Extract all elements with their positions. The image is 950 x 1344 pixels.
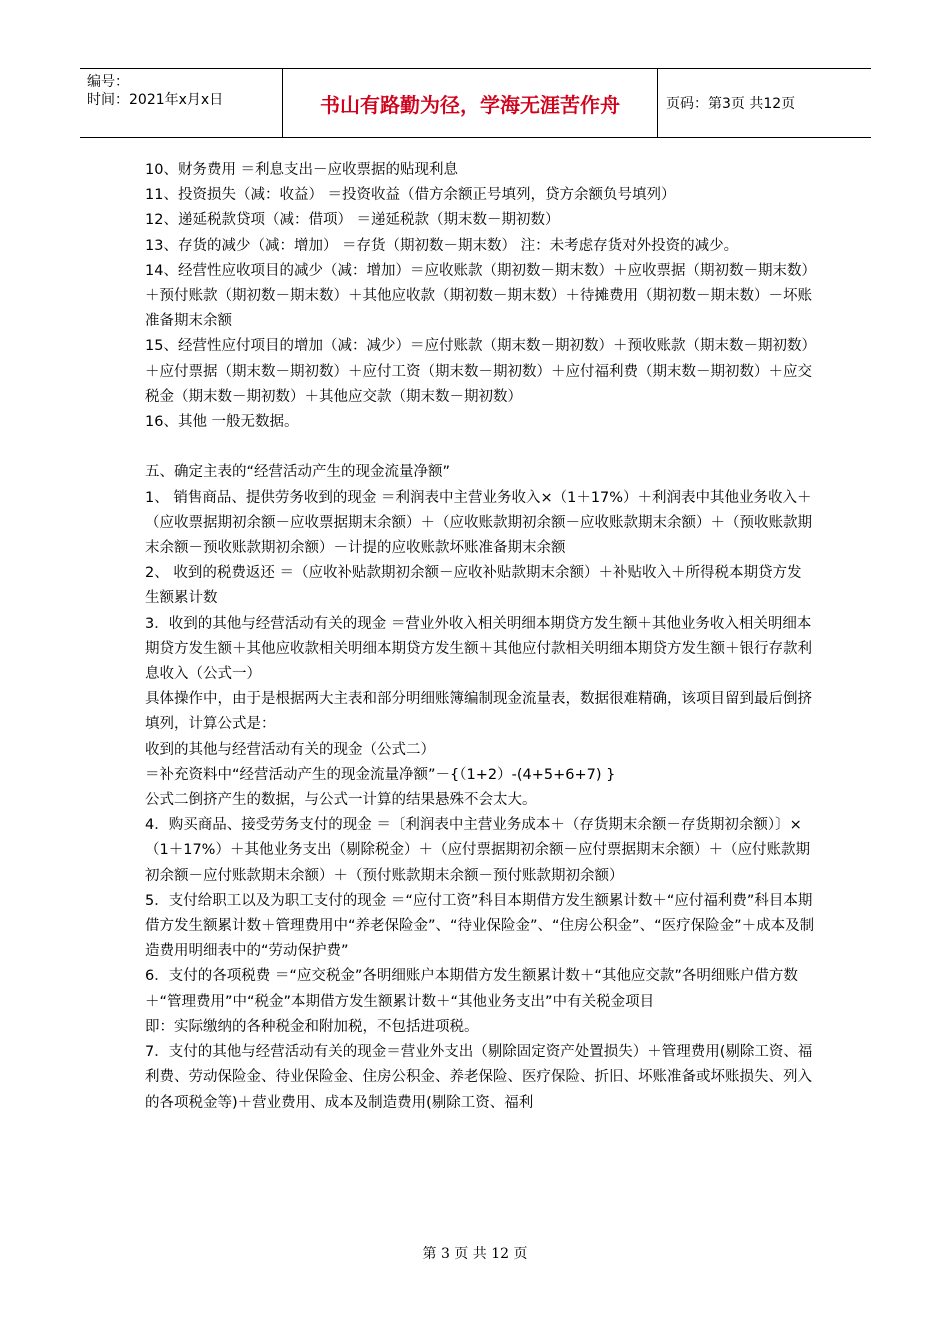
- header-page-info: 页码：第3页 共12页: [666, 96, 796, 112]
- paragraph: 3．收到的其他与经营活动有关的现金 ＝营业外收入相关明细本期贷方发生额＋其他业务收入相关明细本期贷方发生额＋其他应收款相关明细本期贷方发生额＋其他应付款相关明细本期贷方发生额＋银行存款利息收入（公式一）: [145, 615, 812, 683]
- header-left-cell: [80, 69, 283, 137]
- paragraph: 16、其他 一般无数据。: [145, 414, 299, 431]
- paragraph: 10、财务费用 ＝利息支出－应收票据的贴现利息: [145, 162, 459, 178]
- paragraph: 12、递延税款贷项（减：借项） ＝递延税款（期末数－期初数）: [145, 212, 560, 229]
- paragraph: 收到的其他与经营活动有关的现金（公式二）: [145, 741, 435, 758]
- paragraph: 14、经营性应收项目的减少（减：增加）＝应收账款（期初数－期末数）＋应收票据（期初数－期末数）＋预付账款（期初数－期末数）＋其他应收款（期初数－期末数）＋待摊费用（期初数－期末数）－坏账准备期末余额: [145, 262, 812, 330]
- paragraph: 五、确定主表的“经营活动产生的现金流量净额”: [145, 464, 451, 481]
- header-motto: 书山有路勤为径，学海无涯苦作舟: [283, 69, 658, 137]
- paragraph: 公式二倒挤产生的数据，与公式一计算的结果悬殊不会太大。: [145, 792, 537, 809]
- document-date-label: 时间：2021年x月x日: [87, 92, 224, 108]
- paragraph: 15、经营性应付项目的增加（减：减少）＝应付账款（期末数－期初数）＋预收账款（期末数－期初数）＋应付票据（期末数－期初数）＋应付工资（期末数－期初数）＋应付福利费（期末数－期初数）＋应交税金（期末数－期初数）＋其他应交款（期末数－期初数）: [145, 338, 812, 405]
- paragraph: 2、 收到的税费返还 ＝（应收补贴款期初余额－应收补贴款期末余额）＋补贴收入＋所得税本期贷方发生额累计数: [145, 565, 802, 607]
- document-number-label: 编号：: [87, 74, 129, 90]
- paragraph: 13、存货的减少（减：增加） ＝存货（期初数－期末数） 注：未考虑存货对外投资的减少。: [145, 237, 739, 254]
- paragraph: 6．支付的各项税费 ＝“应交税金”各明细账户本期借方发生额累计数＋“其他应交款”各明细账户借方数＋“管理费用”中“税金”本期借方发生额累计数＋“其他业务支出”中有关税金项目: [145, 968, 798, 1010]
- page-header: [80, 68, 871, 138]
- paragraph: 1、 销售商品、提供劳务收到的现金 ＝利润表中主营业务收入×（1＋17%）＋利润表中其他业务收入＋（应收票据期初余额－应收票据期末余额）＋（应收账款期初余额－应收账款期末余额）＋（预收账款期末余额－预收账款期初余额）－计提的应收账款坏账准备期末余额: [145, 489, 812, 557]
- blank-line: [145, 435, 815, 460]
- paragraph: 11、投资损失（减：收益） ＝投资收益（借方余额正号填列，贷方余额负号填列）: [145, 187, 676, 204]
- paragraph: ＝补充资料中“经营活动产生的现金流量净额”－{（1+2）-(4+5+6+7) }: [145, 766, 616, 783]
- paragraph: 即：实际缴纳的各种税金和附加税，不包括进项税。: [145, 1018, 479, 1035]
- page-footer: 第 3 页 共 12 页: [422, 1246, 528, 1262]
- paragraph: 4．购买商品、接受劳务支付的现金 ＝〔利润表中主营业务成本＋（存货期末余额－存货期初余额）〕×（1＋17%）＋其他业务支出（剔除税金）＋（应付票据期初余额－应付票据期末余额）＋（应付账款期初余额－应付账款期末余额）＋（预付账款期末余额－预付账款期初余额）: [145, 817, 810, 884]
- document-body: [145, 158, 815, 1116]
- paragraph: 具体操作中，由于是根据两大主表和部分明细账簿编制现金流量表，数据很难精确，该项目留到最后倒挤填列，计算公式是：: [145, 691, 812, 733]
- paragraph: 7．支付的其他与经营活动有关的现金＝营业外支出（剔除固定资产处置损失）＋管理费用(剔除工资、福利费、劳动保险金、待业保险金、住房公积金、养老保险、医疗保险、折旧、坏账准备或坏账损失、列入的各项税金等)＋营业费用、成本及制造费用(剔除工资、福利: [145, 1044, 813, 1111]
- paragraph: 5．支付给职工以及为职工支付的现金 ＝“应付工资”科目本期借方发生额累计数＋“应付福利费”科目本期借方发生额累计数＋管理费用中“养老保险金”、“待业保险金”、“住房公积金”、“医疗保险金”＋成本及制造费用明细表中的“劳动保护费”: [145, 892, 815, 960]
